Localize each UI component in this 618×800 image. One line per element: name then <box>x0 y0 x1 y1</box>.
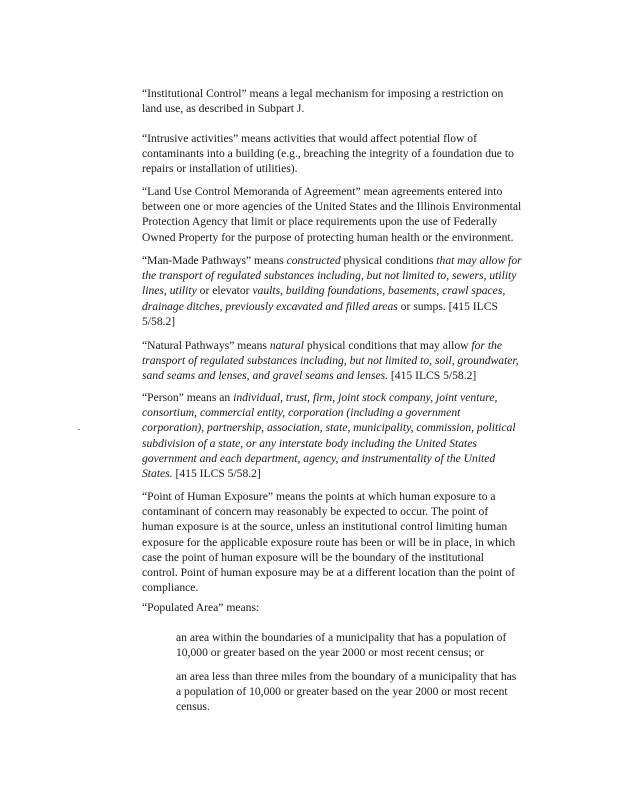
person-em: individual, trust, firm, joint stock company, joint venture, consortium, commercial entity, corporation (including a government corporation), partnership, association, state, municipality, commission, political subdivision of a state, or any interstate body including the United States government and each department, agency, and instrumentality of the United States. <box>142 391 516 481</box>
natural-em1: natural <box>269 339 304 352</box>
man-made-em3: vaults, building foundations, basements, crawl spaces, drainage ditches, previously excavated and filled areas <box>142 284 506 313</box>
natural-em2: for the transport of regulated substances including, but not limited to, soil, groundwater, sand seams and lenses, and gravel seams and lenses. <box>142 339 519 383</box>
natural-lead: “Natural Pathways” means <box>142 339 270 352</box>
person-tail: [415 ILCS 5/58.2] <box>172 467 261 481</box>
definition-institutional-control: “Institutional Control” means a legal mechanism for imposing a restriction on land use, as described in Subpart J. <box>142 87 504 116</box>
definition-land-use-control-moa: “Land Use Control Memoranda of Agreement” mean agreements entered into between one or more agencies of the United States and the Illinois Environmental Protection Agency that limit or place requirements upon the use of Federally Owned Property for the purpose of protecting human health or the environment. <box>142 185 522 244</box>
definition-intrusive-activities: “Intrusive activities” means activities that would affect potential flow of contaminants into a building (e.g., breaching the integrity of a foundation due to repairs or installation of utilities). <box>142 132 514 176</box>
definition-natural-pathways <box>142 338 522 384</box>
definition-populated-area: “Populated Area” means: <box>142 601 260 614</box>
definition-person <box>142 390 522 481</box>
man-made-mid: physical conditions <box>340 254 437 267</box>
scan-speck <box>78 429 80 430</box>
populated-area-item-1: an area within the boundaries of a municipality that has a population of 10,000 or greater based on the year 2000 or most recent census; or <box>176 631 507 660</box>
natural-mid: physical conditions that may allow <box>303 339 472 352</box>
man-made-mid2: or elevator <box>196 284 253 298</box>
definition-point-of-human-exposure: “Point of Human Exposure” means the points at which human exposure to a contaminant of concern may reasonably be expected to occur. The point of human exposure is at the source, unless an institutional control limiting human exposure for the applicable exposure route has been or will be in place, in which case the point of human exposure will be the boundary of the institutional control. Point of human exposure may be at a different location than the point of compliance. <box>142 490 516 595</box>
man-made-lead: “Man-Made Pathways” means <box>142 254 287 267</box>
person-lead: “Person” means an <box>142 391 234 404</box>
man-made-tail: or sumps. [415 ILCS 5/58.2] <box>142 299 498 328</box>
populated-area-item-2: an area less than three miles from the boundary of a municipality that has a population of 10,000 or greater based on the year 2000 or most recent census. <box>176 670 517 714</box>
man-made-em1: constructed <box>286 254 341 267</box>
natural-tail: [415 ILCS 5/58.2] <box>388 369 477 383</box>
man-made-em2: that may allow for the transport of regulated substances including, but not limited to, sewers, utility lines, utility <box>142 254 522 298</box>
definition-man-made-pathways <box>142 253 522 329</box>
